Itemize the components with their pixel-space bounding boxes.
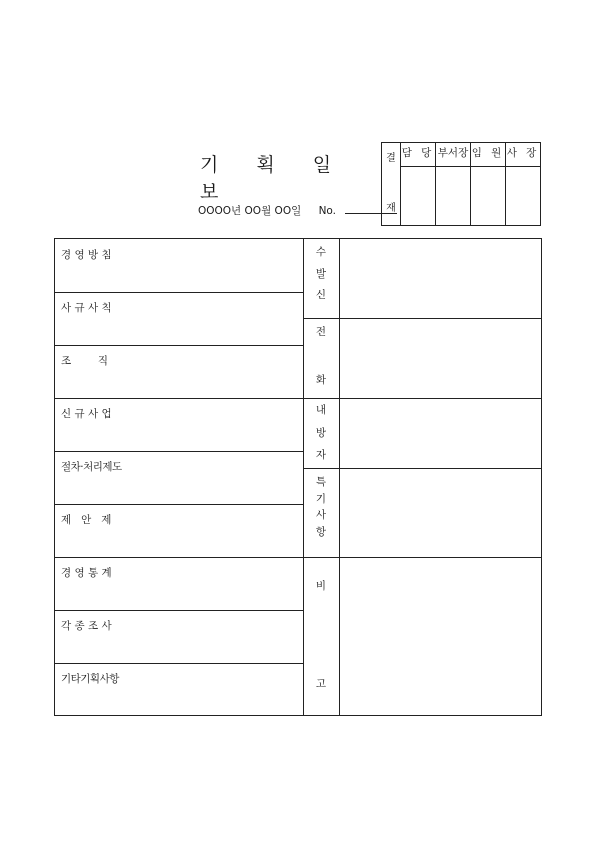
sign-cell-staff[interactable] (401, 167, 435, 225)
sign-cell-executive[interactable] (471, 167, 505, 225)
row-label-organization: 조 직 (61, 355, 108, 367)
special-notes-field[interactable] (340, 469, 541, 557)
approval-header-executive: 임 원 (471, 147, 505, 159)
no-label: No. (318, 205, 337, 217)
row-label-management-policy: 경 영 방 침 (61, 249, 112, 261)
report-form (54, 238, 542, 716)
row-label-other-planning: 기타기획사항 (61, 673, 119, 685)
phone-field[interactable] (340, 319, 541, 398)
approval-header-president: 사 장 (506, 147, 540, 159)
row-label-company-rules: 사 규 사 칙 (61, 302, 112, 314)
section-label-phone-top: 전 (315, 326, 327, 338)
row-label-surveys: 각 종 조 사 (61, 620, 112, 632)
section-label-remarks-top: 비 (315, 580, 327, 592)
approval-header-manager: 부서장 (437, 147, 469, 159)
row-label-suggestions: 제 안 제 (61, 514, 112, 526)
visitors-field[interactable] (340, 399, 541, 468)
approval-box (381, 142, 541, 226)
section-label-remarks-bottom: 고 (315, 678, 327, 690)
section-label-visitors: 내 방 자 (315, 404, 327, 461)
approval-side-top: 결 (386, 153, 396, 164)
date-line (198, 203, 397, 218)
approval-header-staff: 담 당 (401, 147, 435, 159)
section-label-special-notes: 특 기 사 항 (315, 476, 327, 538)
sign-cell-manager[interactable] (436, 167, 470, 225)
approval-side-bottom: 재 (386, 203, 396, 214)
row-label-management-stats: 경 영 통 계 (61, 567, 112, 579)
row-label-new-business: 신 규 사 업 (61, 408, 112, 420)
section-label-phone-bottom: 화 (315, 374, 327, 386)
date-value: OOOO년 OO월 OO일 (198, 205, 302, 217)
section-label-sent-received: 수 발 신 (315, 246, 327, 301)
sign-cell-president[interactable] (506, 167, 540, 225)
document-title: 기 획 일 보 (200, 154, 348, 203)
row-label-procedures: 절차·처리제도 (61, 461, 122, 473)
remarks-field[interactable] (340, 558, 541, 715)
sent-received-field[interactable] (340, 239, 541, 318)
